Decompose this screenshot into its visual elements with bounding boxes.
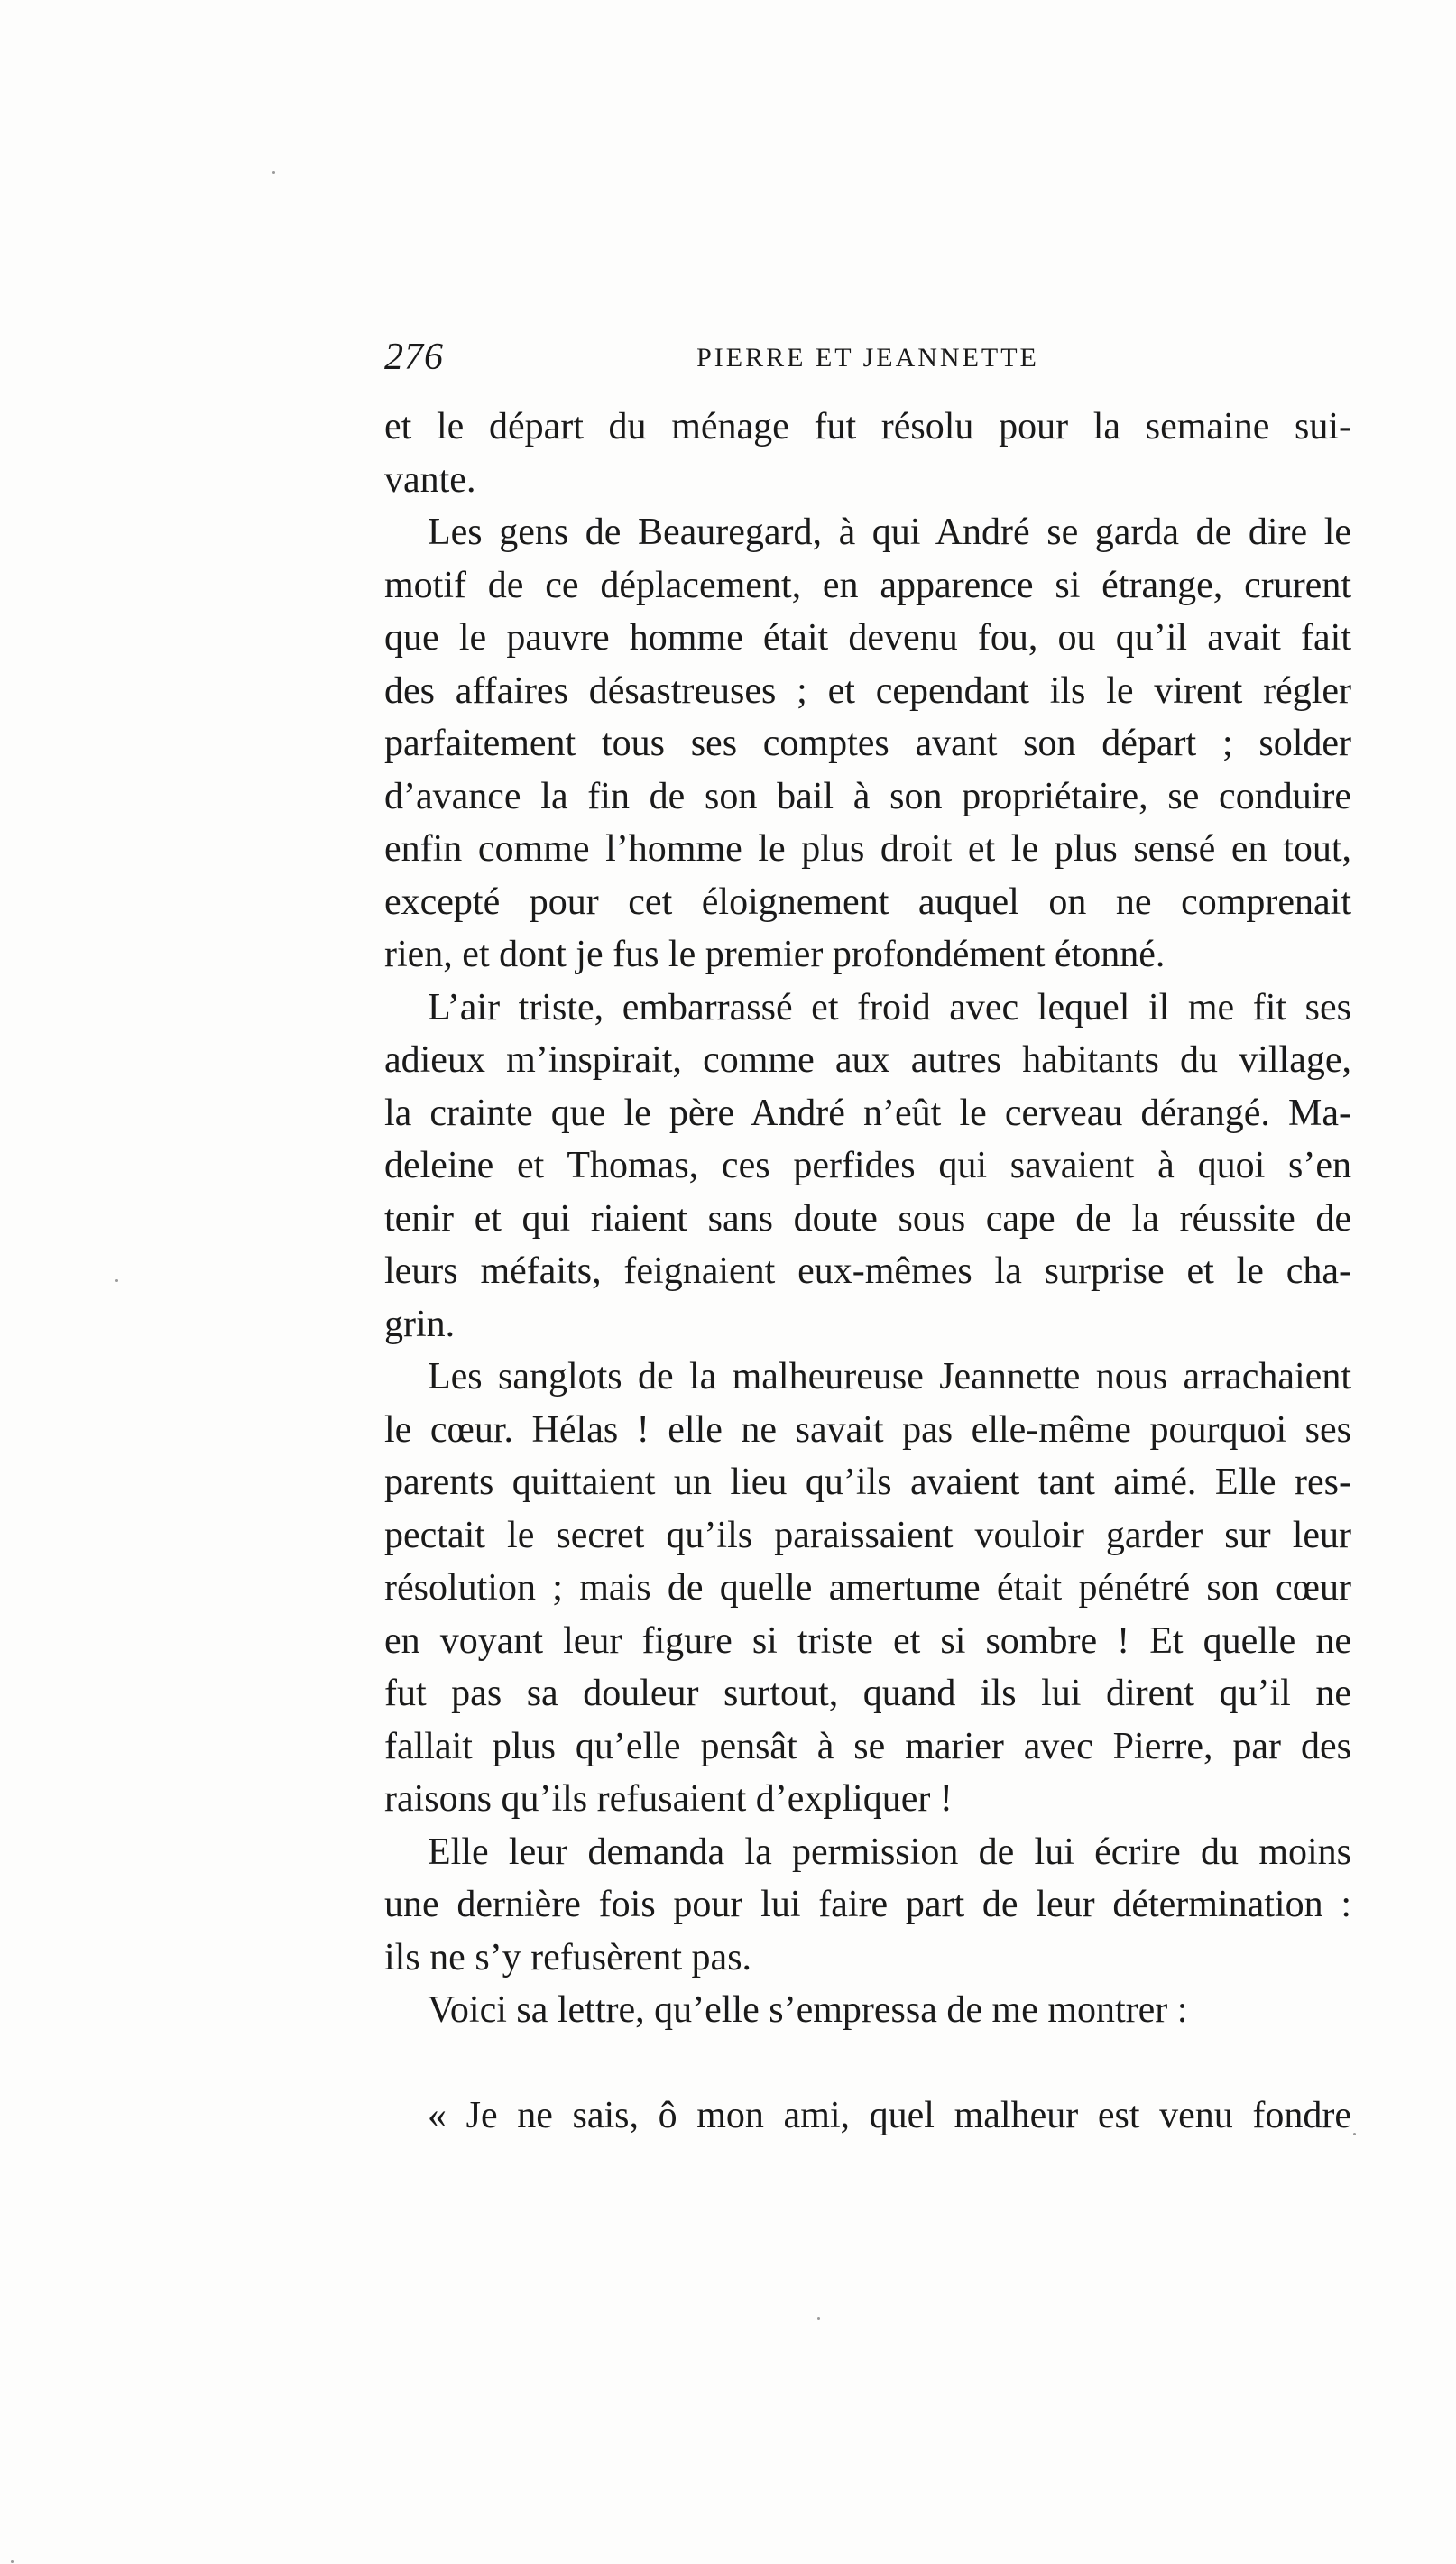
paper-speck — [272, 171, 275, 174]
text-line: des affaires désastreuses ; et cependant ils le virent régler — [384, 669, 1351, 712]
text-line: excepté pour cet éloignement auquel on ne comprenait — [384, 881, 1351, 923]
running-title: PIERRE ET JEANNETTE — [696, 343, 1039, 373]
paper-speck — [1353, 2133, 1356, 2135]
paper-speck — [115, 1279, 118, 1282]
text-line: parfaitement tous ses comptes avant son départ ; solder — [384, 723, 1351, 764]
paper-speck — [817, 2317, 820, 2320]
text-line: parents quittaient un lieu qu’ils avaient tant aimé. Elle res- — [384, 1462, 1351, 1503]
text-line: résolution ; mais de quelle amertume était pénétré son cœur — [384, 1567, 1351, 1609]
text-line: L’air triste, embarrassé et froid avec lequel il me fit ses — [428, 986, 1351, 1028]
text-line: vante. — [384, 458, 476, 501]
text-line: raisons qu’ils refusaient d’expliquer ! — [384, 1778, 953, 1820]
text-line: fallait plus qu’elle pensât à se marier avec Pierre, par des — [384, 1725, 1351, 1767]
text-line: d’avance la fin de son bail à son propriétaire, se conduire — [384, 775, 1351, 817]
text-line: la crainte que le père André n’eût le cerveau dérangé. Ma- — [384, 1092, 1351, 1134]
text-line: fut pas sa douleur surtout, quand ils lui dirent qu’il ne — [384, 1673, 1351, 1714]
text-line: Elle leur demanda la permission de lui écrire du moins — [428, 1831, 1351, 1873]
text-line: que le pauvre homme était devenu fou, ou qu’il avait fait — [384, 617, 1351, 659]
text-line: deleine et Thomas, ces perfides qui savaient à quoi s’en — [384, 1145, 1351, 1186]
text-line: en voyant leur figure si triste et si sombre ! Et quelle ne — [384, 1619, 1351, 1662]
text-line: grin. — [384, 1303, 456, 1345]
text-line: ils ne s’y refusèrent pas. — [384, 1936, 752, 1978]
paper-speck — [11, 2560, 14, 2563]
text-line: Voici sa lettre, qu’elle s’empressa de me montrer : — [428, 1989, 1188, 2031]
text-line: enfin comme l’homme le plus droit et le plus sensé en tout, — [384, 828, 1351, 870]
paragraph-gap — [384, 2037, 1351, 2090]
text-line: une dernière fois pour lui faire part de leur détermination : — [384, 1884, 1351, 1925]
letter-opening-line: « Je ne sais, ô mon ami, quel malheur est venu fondre — [428, 2095, 1351, 2136]
text-line: Les sanglots de la malheureuse Jeannette nous arrachaient — [428, 1356, 1351, 1397]
text-line: tenir et qui riaient sans doute sous cape de la réussite de — [384, 1197, 1351, 1240]
text-line: adieux m’inspirait, comme aux autres habitants du village, — [384, 1039, 1351, 1081]
text-line: Les gens de Beauregard, à qui André se garda de dire le — [428, 512, 1351, 553]
body-text — [384, 401, 1351, 2143]
text-line: leurs méfaits, feignaient eux-mêmes la surprise et le cha- — [384, 1250, 1351, 1292]
text-line: motif de ce déplacement, en apparence si étrange, crurent — [384, 564, 1351, 606]
text-line: pectait le secret qu’ils paraissaient vouloir garder sur leur — [384, 1514, 1351, 1556]
text-line: et le départ du ménage fut résolu pour la semaine sui- — [384, 406, 1351, 447]
page-number: 276 — [384, 337, 444, 378]
page-header — [384, 336, 1351, 399]
text-line: rien, et dont je fus le premier profondément étonné. — [384, 934, 1166, 975]
text-line: le cœur. Hélas ! elle ne savait pas elle-même pourquoi ses — [384, 1408, 1351, 1451]
